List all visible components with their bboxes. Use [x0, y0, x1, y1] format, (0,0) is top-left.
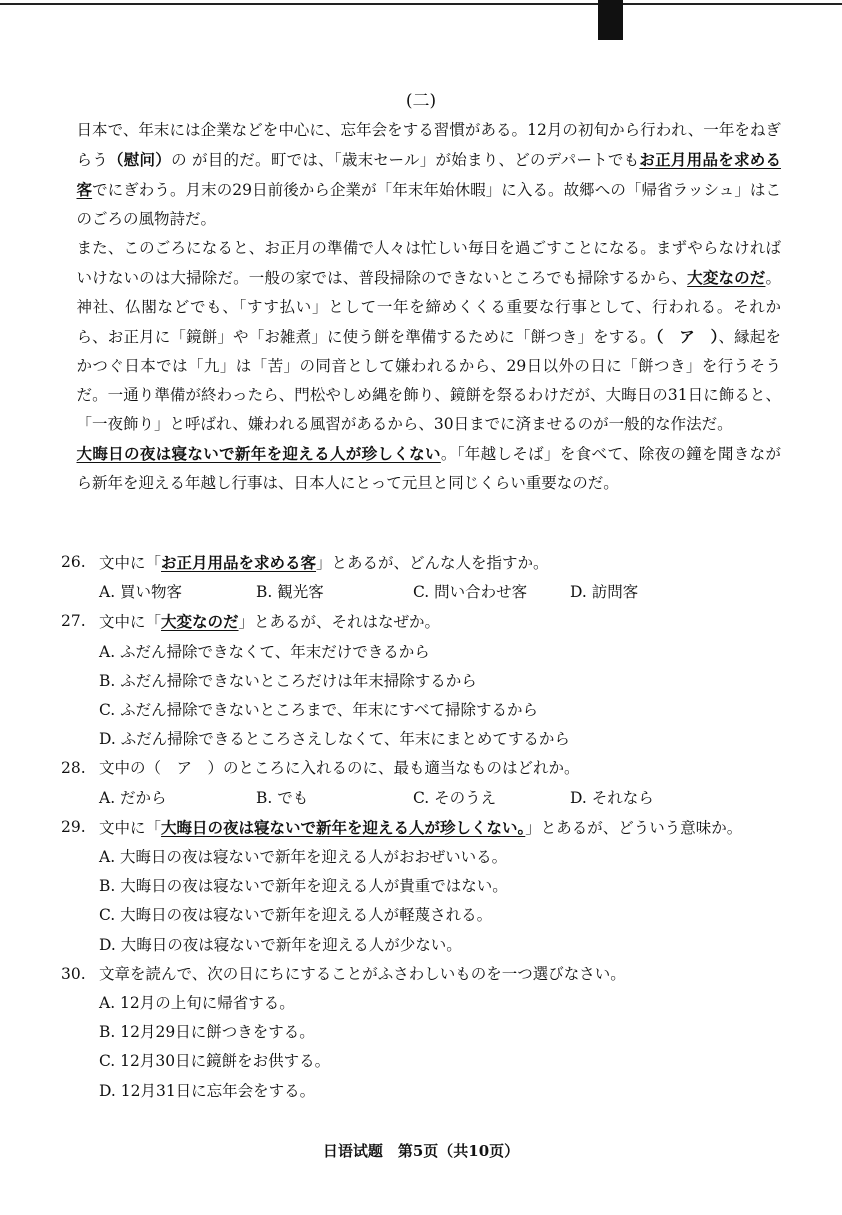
option-d[interactable]: D. 大晦日の夜は寝ないで新年を迎える人が少ない。 — [99, 935, 462, 954]
option-c[interactable]: C. そのうえ — [413, 788, 497, 807]
registration-mark — [598, 0, 623, 40]
option-a[interactable]: A. 大晦日の夜は寝ないで新年を迎える人がおおぜいいる。 — [99, 848, 508, 867]
option-a[interactable]: A. だから — [99, 788, 167, 807]
question-28 — [61, 754, 781, 783]
option-a[interactable]: A. 買い物客 — [99, 583, 183, 602]
page-footer: 日语试题 第5页（共10页） — [322, 1142, 520, 1160]
option-d[interactable]: D. 12月31日に忘年会をする。 — [99, 1081, 316, 1100]
question-text: 文中に「大変なのだ」とあるが、それはなぜか。 — [99, 612, 441, 632]
option-b[interactable]: B. 観光客 — [256, 583, 324, 602]
passage-paragraph-3: 大晦日の夜は寝ないで新年を迎える人が珍しくない。「年越しそば」を食べて、除夜の鐘を聞きながら新年を迎える年越し行事は、日本人にとって元旦と同じくらい重要なのだ。 — [76, 444, 781, 492]
question-number: 29. — [61, 817, 86, 836]
question-text: 文中の（ ア ）のところに入れるのに、最も適当なものはどれか。 — [99, 759, 580, 778]
option-c[interactable]: C. 大晦日の夜は寝ないで新年を迎える人が軽蔑される。 — [99, 906, 493, 925]
option-b[interactable]: B. 12月29日に餅つきをする。 — [99, 1023, 315, 1042]
question-27 — [61, 607, 781, 637]
question-30 — [61, 960, 781, 989]
option-d[interactable]: D. それなら — [570, 788, 654, 807]
reading-passage — [61, 116, 781, 498]
option-c[interactable]: C. 問い合わせ客 — [413, 583, 528, 602]
underlined-phrase-26: お正月用品を求める客 — [76, 150, 781, 199]
option-c[interactable]: C. ふだん掃除できないところまで、年末にすべて掃除するから — [99, 701, 539, 720]
option-b[interactable]: B. でも — [256, 788, 309, 807]
question-text: 文中に「大晦日の夜は寝ないで新年を迎える人が珍しくない。」とあるが、どういう意味か。 — [99, 817, 743, 837]
top-border-line — [0, 3, 842, 5]
passage-paragraph-1: 日本で、年末には企業などを中心に、忘年会をする習慣がある。12月の初旬から行われ、一年をねぎらう（慰问）の が目的だ。町では、「歳末セール」が始まり、どのデパートでもお正月用品を求める客でにぎわう。月末の29日前後から企業が「年末年始休暇」に入る。故郷への「帰省ラッシュ」はこのごろの風物詩だ。 — [76, 121, 781, 228]
option-c[interactable]: C. 12月30日に鏡餅をお供する。 — [99, 1052, 331, 1071]
option-a[interactable]: A. 12月の上旬に帰省する。 — [99, 994, 295, 1013]
question-list — [61, 548, 781, 1106]
question-number: 26. — [61, 553, 86, 571]
options-28 — [61, 784, 781, 813]
question-26 — [61, 548, 781, 578]
question-number: 30. — [61, 964, 86, 983]
question-text: 文章を読んで、次の日にちにすることがふさわしいものを一つ選びなさい。 — [99, 964, 626, 983]
option-b[interactable]: B. ふだん掃除できないところだけは年末掃除するから — [99, 671, 477, 690]
passage-paragraph-2: また、このごろになると、お正月の準備で人々は忙しい毎日を過ごすことになる。まずやらなければいけないのは大掃除だ。一般の家では、普段掃除のできないところでも掃除するから、大変なのだ。神社、仏閣などでも、「すす払い」として一年を締めくくる重要な行事として、行われる。それから、お正月に「鏡餅」や「お雑煮」に使う餅を準備するために「餅つき」をする。（ ア ）、縁起をかつぐ日本では「九」は「苦」の同音として嫌われるから、29日以外の日に「餅つき」を行うそうだ。一通り準備が終わったら、門松やしめ縄を飾り、鏡餅を祭るわけだが、大晦日の31日に飾ると、「一夜飾り」と呼ばれ、嫌われる風習があるから、30日までに済ませるのが一般的な作法だ。 — [76, 239, 781, 433]
option-b[interactable]: B. 大晦日の夜は寝ないで新年を迎える人が貴重ではない。 — [99, 877, 508, 896]
section-heading: (二) — [405, 91, 437, 111]
option-d[interactable]: D. ふだん掃除できるところさえしなくて、年末にまとめてするから — [99, 730, 570, 749]
option-a[interactable]: A. ふだん掃除できなくて、年末だけできるから — [99, 642, 430, 661]
underlined-phrase-29: 大晦日の夜は寝ないで新年を迎える人が珍しくない — [76, 444, 441, 463]
question-text: 文中に「お正月用品を求める客」とあるが、どんな人を指すか。 — [99, 553, 549, 572]
option-d[interactable]: D. 訪問客 — [570, 583, 639, 602]
blank-a: （ ア ） — [655, 327, 719, 346]
options-26 — [61, 578, 781, 607]
question-29 — [61, 813, 781, 843]
question-number: 28. — [61, 759, 86, 778]
question-number: 27. — [61, 612, 86, 631]
gloss-note: （慰问） — [108, 150, 172, 169]
underlined-phrase-27: 大変なのだ — [687, 268, 766, 287]
